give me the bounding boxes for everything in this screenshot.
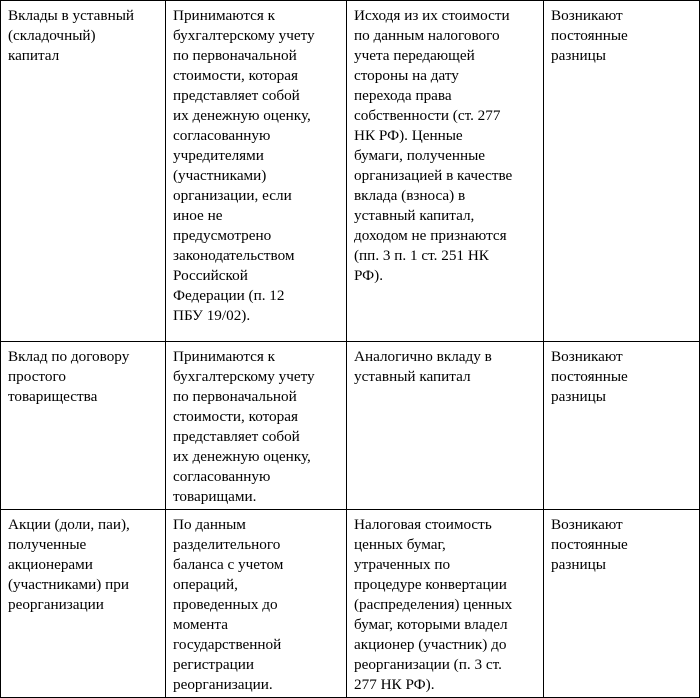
text-line: реорганизации (п. 3 ст. <box>354 656 502 673</box>
difference-text <box>551 347 693 407</box>
text-line: учета передающей <box>354 47 475 64</box>
text-line: вклада (взноса) в <box>354 187 466 204</box>
text-line: акционер (участник) до <box>354 636 507 653</box>
difference-text <box>551 515 693 575</box>
text-line: представляет собой <box>173 428 300 445</box>
text-line: утраченных по <box>354 556 451 573</box>
text-line: по данным налогового <box>354 27 500 44</box>
tax-cell <box>347 342 544 510</box>
text-line: по первоначальной <box>173 47 297 64</box>
text-line: баланса с учетом <box>173 556 284 573</box>
difference-cell <box>544 510 700 698</box>
text-line: НК РФ). Ценные <box>354 127 463 144</box>
text-line: организации, если <box>173 187 292 204</box>
tax-text <box>354 347 537 387</box>
text-line: Акции (доли, паи), <box>8 516 130 533</box>
object-cell <box>1 510 166 698</box>
text-line: разницы <box>551 47 606 64</box>
difference-cell <box>544 1 700 342</box>
text-line: Возникают <box>551 348 623 365</box>
text-line: операций, <box>173 576 238 593</box>
text-line: (участниками) при <box>8 576 129 593</box>
table-row <box>1 1 700 342</box>
text-line: Налоговая стоимость <box>354 516 492 533</box>
text-line: государственной <box>173 636 282 653</box>
text-line: (складочный) <box>8 27 96 44</box>
text-line: бухгалтерскому учету <box>173 27 315 44</box>
text-line: Федерации (п. 12 <box>173 287 285 304</box>
text-line: простого <box>8 368 66 385</box>
text-line: стороны на дату <box>354 67 459 84</box>
table-row <box>1 510 700 698</box>
text-line: Российской <box>173 267 248 284</box>
text-line: регистрации <box>173 656 254 673</box>
text-line: собственности (ст. 277 <box>354 107 501 124</box>
text-line: ПБУ 19/02). <box>173 307 251 324</box>
text-line: Вклады в уставный <box>8 7 135 24</box>
text-line: РФ). <box>354 267 384 284</box>
text-line: разницы <box>551 556 606 573</box>
text-line: момента <box>173 616 228 633</box>
text-line: полученные <box>8 536 87 553</box>
tax-cell <box>347 510 544 698</box>
text-line: реорганизации. <box>173 676 273 693</box>
text-line: иное не <box>173 207 223 224</box>
text-line: законодательством <box>173 247 295 264</box>
object-text <box>8 6 159 66</box>
text-line: Принимаются к <box>173 348 276 365</box>
table-row <box>1 342 700 510</box>
difference-cell <box>544 342 700 510</box>
text-line: по первоначальной <box>173 388 297 405</box>
text-line: (участниками) <box>173 167 267 184</box>
text-line: бумаг, которыми владел <box>354 616 508 633</box>
text-line: перехода права <box>354 87 452 104</box>
text-line: Принимаются к <box>173 7 276 24</box>
difference-text <box>551 6 693 66</box>
text-line: реорганизации <box>8 596 104 613</box>
text-line: бумаги, полученные <box>354 147 486 164</box>
text-line: уставный капитал, <box>354 207 475 224</box>
text-line: их денежную оценку, <box>173 107 311 124</box>
text-line: согласованную <box>173 127 271 144</box>
text-line: товарищами. <box>173 488 257 505</box>
text-line: стоимости, которая <box>173 67 298 84</box>
text-line: капитал <box>8 47 60 64</box>
accounting-cell <box>166 342 347 510</box>
text-line: представляет собой <box>173 87 300 104</box>
text-line: акционерами <box>8 556 93 573</box>
text-line: (распределения) ценных <box>354 596 513 613</box>
accounting-text <box>173 515 340 695</box>
text-line: Аналогично вкладу в <box>354 348 492 365</box>
text-line: 277 НК РФ). <box>354 676 435 693</box>
text-line: разделительного <box>173 536 281 553</box>
text-line: уставный капитал <box>354 368 471 385</box>
text-line: согласованную <box>173 468 271 485</box>
tax-text <box>354 6 537 286</box>
text-line: постоянные <box>551 368 628 385</box>
object-text <box>8 347 159 407</box>
text-line: доходом не признаются <box>354 227 507 244</box>
accounting-cell <box>166 510 347 698</box>
text-line: проведенных до <box>173 596 278 613</box>
text-line: постоянные <box>551 536 628 553</box>
object-cell <box>1 1 166 342</box>
accounting-text <box>173 6 340 326</box>
text-line: разницы <box>551 388 606 405</box>
accounting-text <box>173 347 340 507</box>
tax-cell <box>347 1 544 342</box>
text-line: товарищества <box>8 388 98 405</box>
text-line: их денежную оценку, <box>173 448 311 465</box>
text-line: Исходя из их стоимости <box>354 7 510 24</box>
text-line: ценных бумаг, <box>354 536 446 553</box>
text-line: учредителями <box>173 147 264 164</box>
accounting-cell <box>166 1 347 342</box>
text-line: Возникают <box>551 516 623 533</box>
text-line: процедуре конвертации <box>354 576 507 593</box>
text-line: предусмотрено <box>173 227 272 244</box>
tax-text <box>354 515 537 695</box>
text-line: (пп. 3 п. 1 ст. 251 НК <box>354 247 489 264</box>
text-line: организацией в качестве <box>354 167 513 184</box>
text-line: бухгалтерскому учету <box>173 368 315 385</box>
text-line: Возникают <box>551 7 623 24</box>
text-line: постоянные <box>551 27 628 44</box>
text-line: стоимости, которая <box>173 408 298 425</box>
text-line: Вклад по договору <box>8 348 130 365</box>
object-text <box>8 515 159 615</box>
object-cell <box>1 342 166 510</box>
text-line: По данным <box>173 516 246 533</box>
